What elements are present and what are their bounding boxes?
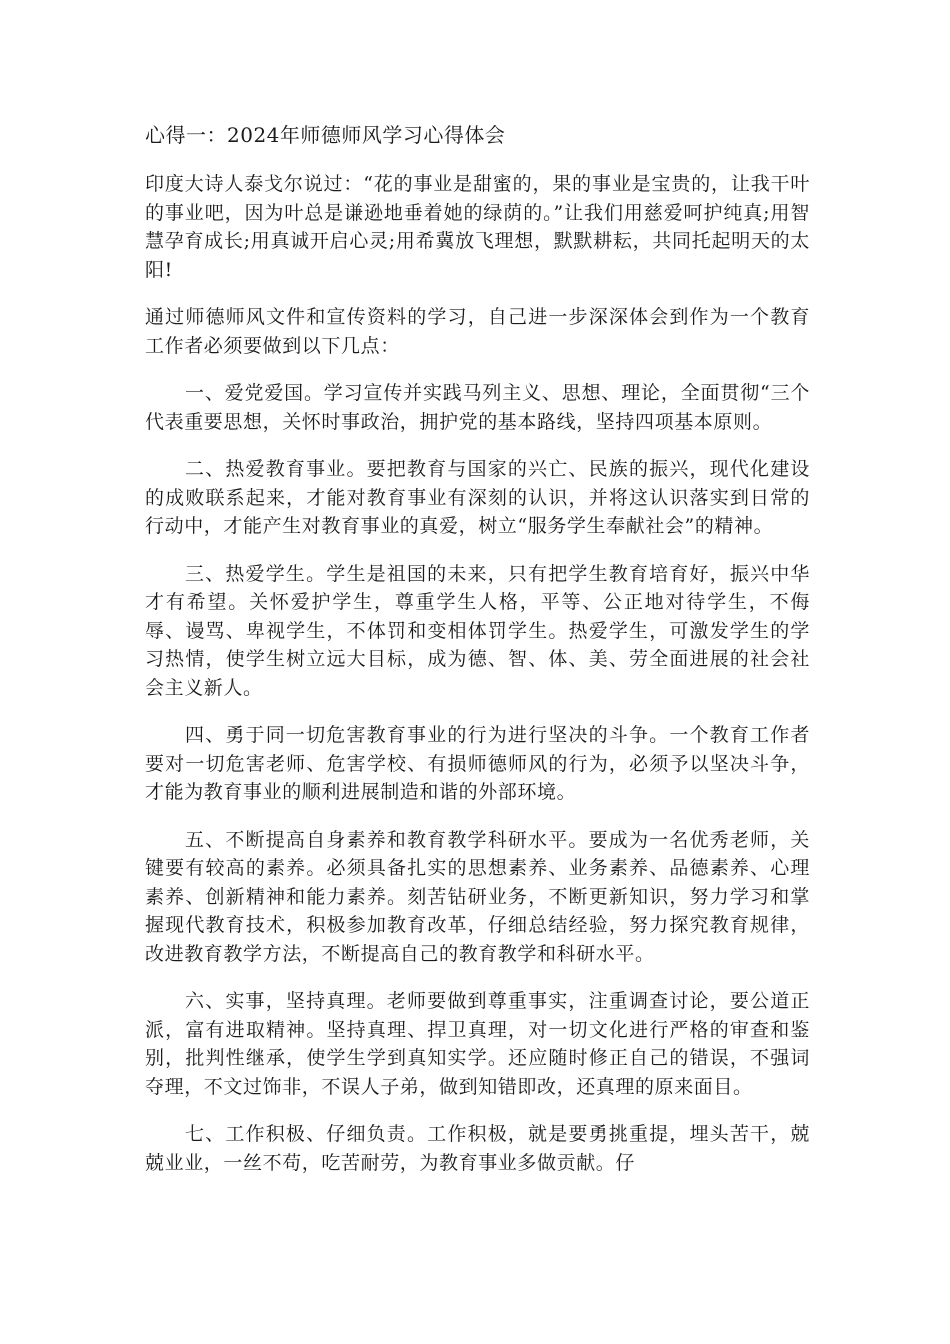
paragraph-point-5: 五、不断提高自身素养和教育教学科研水平。要成为一名优秀老师，关键要有较高的素养。必须具备扎实的思想素养、业务素养、品德素养、心理素养、创新精神和能力素养。刻苦钻研业务，不断更新知识，努力学习和掌握现代教育技术，积极参加教育改革，仔细总结经验，努力探究教育规律，改进教育教学方法，不断提高自己的教育教学和科研水平。 [145,828,810,965]
paragraph-intro-quote: 印度大诗人泰戈尔说过：“花的事业是甜蜜的，果的事业是宝贵的，让我干叶的事业吧，因为叶总是谦逊地垂着她的绿荫的。”让我们用慈爱呵护纯真;用智慧孕育成长;用真诚开启心灵;用希冀放飞理想，默默耕耘，共同托起明天的太阳! [145,173,810,281]
paragraph-point-1: 一、爱党爱国。学习宣传并实践马列主义、思想、理论，全面贯彻“三个代表重要思想，关怀时事政治，拥护党的基本路线，坚持四项基本原则。 [145,382,810,433]
paragraph-point-3: 三、热爱学生。学生是祖国的未来，只有把学生教育培育好，振兴中华才有希望。关怀爱护学生，尊重学生人格，平等、公正地对待学生，不侮辱、谩骂、卑视学生，不体罚和变相体罚学生。热爱学生，可激发学生的学习热情，使学生树立远大目标，成为德、智、体、美、劳全面进展的社会社会主义新人。 [145,562,810,699]
document-page [145,120,810,1196]
paragraph-point-7: 七、工作积极、仔细负责。工作积极，就是要勇挑重提，埋头苦干，兢兢业业，一丝不苟，吃苦耐劳，为教育事业多做贡献。仔 [145,1123,810,1174]
paragraph-point-6: 六、实事，坚持真理。老师要做到尊重事实，注重调查讨论，要公道正派，富有进取精神。坚持真理、捍卫真理，对一切文化进行严格的审查和鉴别，批判性继承，使学生学到真知实学。还应随时修正自己的错误，不强词夺理，不文过饰非，不误人子弟，做到知错即改，还真理的原来面目。 [145,990,810,1098]
paragraph-point-4: 四、勇于同一切危害教育事业的行为进行坚决的斗争。一个教育工作者要对一切危害老师、危害学校、有损师德师风的行为，必须予以坚决斗争，才能为教育事业的顺利进展制造和谐的外部环境。 [145,724,810,803]
paragraph-study-summary: 通过师德师风文件和宣传资料的学习，自己进一步深深体会到作为一个教育工作者必须要做到以下几点： [145,306,810,357]
paragraph-point-2: 二、热爱教育事业。要把教育与国家的兴亡、民族的振兴，现代化建设的成败联系起来，才能对教育事业有深刻的认识，并将这认识落实到日常的行动中，才能产生对教育事业的真爱，树立“服务学生奉献社会”的精神。 [145,458,810,537]
document-title: 心得一：2024年师德师风学习心得体会 [145,123,506,147]
